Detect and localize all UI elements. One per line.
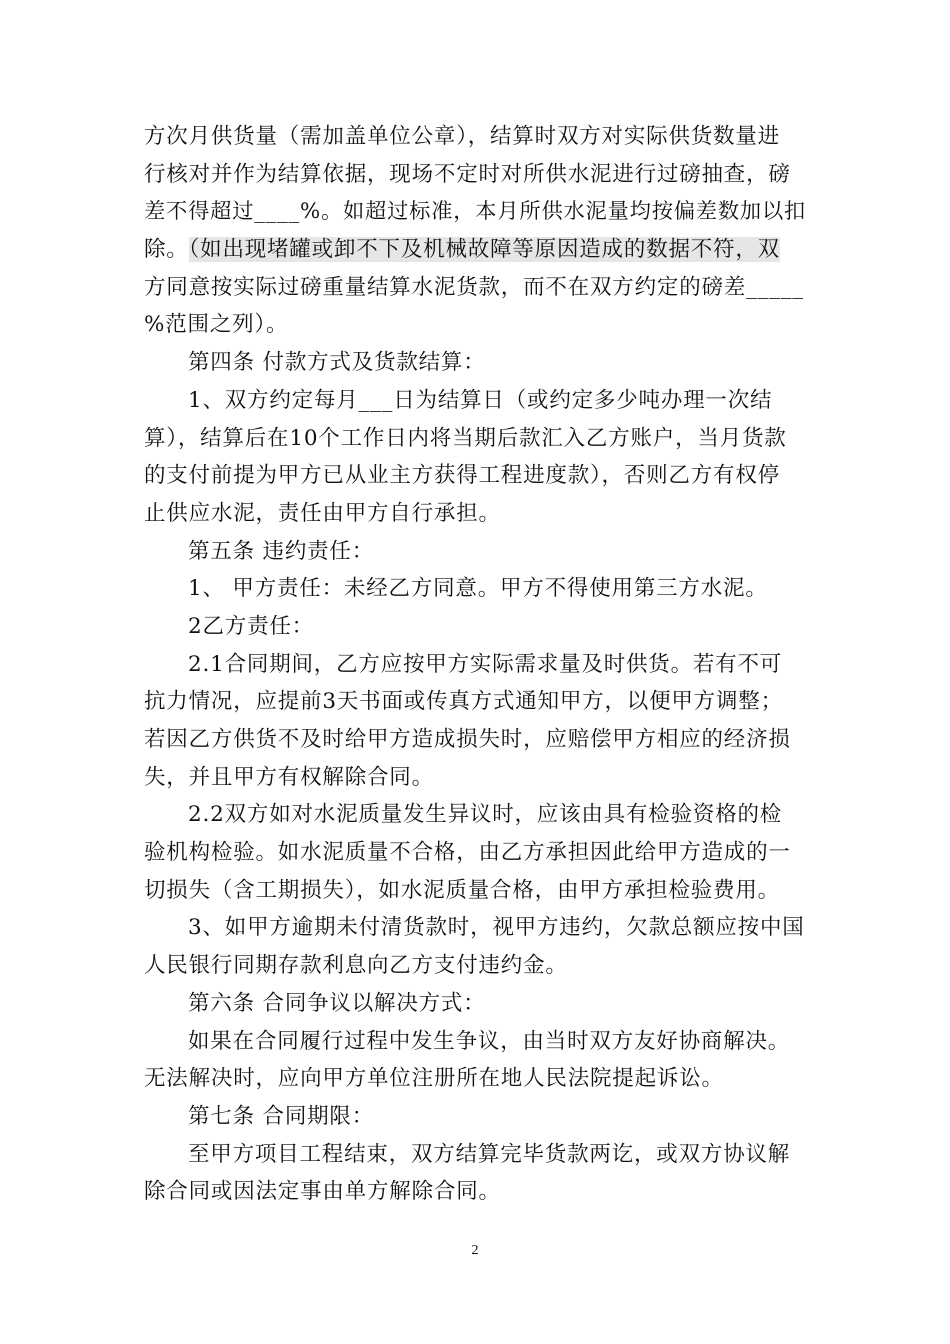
paragraph-line: 算），结算后在10个工作日内将当期后款汇入乙方账户，当月货款 — [144, 425, 787, 451]
paragraph-line: 差不得超过____%。如超过标准，本月所供水泥量均按偏差数加以扣 — [144, 199, 807, 225]
paragraph-line: 3、如甲方逾期未付清货款时，视甲方违约，欠款总额应按中国 — [188, 915, 805, 941]
line-prefix: 除。 — [144, 237, 189, 263]
paragraph-line: 2乙方责任： — [188, 613, 314, 639]
paragraph-line: 切损失（含工期损失），如水泥质量合格，由甲方承担检验费用。 — [144, 877, 780, 903]
paragraph-line: 除合同或因法定事由单方解除合同。 — [144, 1179, 501, 1205]
paragraph-line: 验机构检验。如水泥质量不合格，由乙方承担因此给甲方造成的一 — [144, 840, 791, 866]
article-heading-4: 第四条 付款方式及货款结算： — [188, 350, 486, 376]
paragraph-line: 方次月供货量（需加盖单位公章），结算时双方对实际供货数量进 — [144, 124, 780, 149]
paragraph-line: %范围之列）。 — [144, 312, 289, 338]
paragraph-line: 如果在合同履行过程中发生争议，由当时双方友好协商解决。 — [188, 1028, 791, 1054]
contract-body — [144, 118, 806, 1211]
article-heading-6: 第六条 合同争议以解决方式： — [188, 990, 486, 1016]
paragraph-line: 止供应水泥，责任由甲方自行承担。 — [144, 500, 501, 526]
article-heading-5: 第五条 违约责任： — [188, 538, 375, 564]
page-number: 2 — [471, 1243, 479, 1258]
paragraph-line: 1、双方约定每月___日为结算日（或约定多少吨办理一次结 — [188, 387, 773, 413]
paragraph-line: 1、 甲方责任：未经乙方同意。甲方不得使用第三方水泥。 — [188, 576, 768, 602]
paragraph-line: 人民银行同期存款利息向乙方支付违约金。 — [144, 953, 568, 979]
paragraph-line: 无法解决时，应向甲方单位注册所在地人民法院提起诉讼。 — [144, 1066, 724, 1092]
paragraph-line: 至甲方项目工程结束，双方结算完毕货款两讫，或双方协议解 — [188, 1141, 791, 1167]
article-heading-7: 第七条 合同期限： — [188, 1103, 375, 1129]
paragraph-line: 若因乙方供货不及时给甲方造成损失时，应赔偿甲方相应的经济损 — [144, 727, 791, 752]
paragraph-line: 行核对并作为结算依据，现场不定时对所供水泥进行过磅抽查，磅 — [144, 161, 791, 187]
paragraph-line: 失，并且甲方有权解除合同。 — [144, 764, 434, 790]
highlighted-text: （如出现堵罐或卸不下及机械故障等原因造成的数据不符，双 — [188, 237, 780, 263]
paragraph-line: 方同意按实际过磅重量结算水泥货款，而不在双方约定的磅差_____ — [144, 274, 804, 300]
paragraph-line: 2.1合同期间，乙方应按甲方实际需求量及时供货。若有不可 — [188, 651, 783, 677]
paragraph-line: 抗力情况，应提前3天书面或传真方式通知甲方，以便甲方调整； — [144, 689, 783, 715]
paragraph-line-with-highlight — [144, 231, 806, 269]
paragraph-line: 2.2双方如对水泥质量发生异议时，应该由具有检验资格的检 — [188, 802, 783, 828]
paragraph-line: 的支付前提为甲方已从业主方获得工程进度款），否则乙方有权停 — [144, 463, 780, 489]
